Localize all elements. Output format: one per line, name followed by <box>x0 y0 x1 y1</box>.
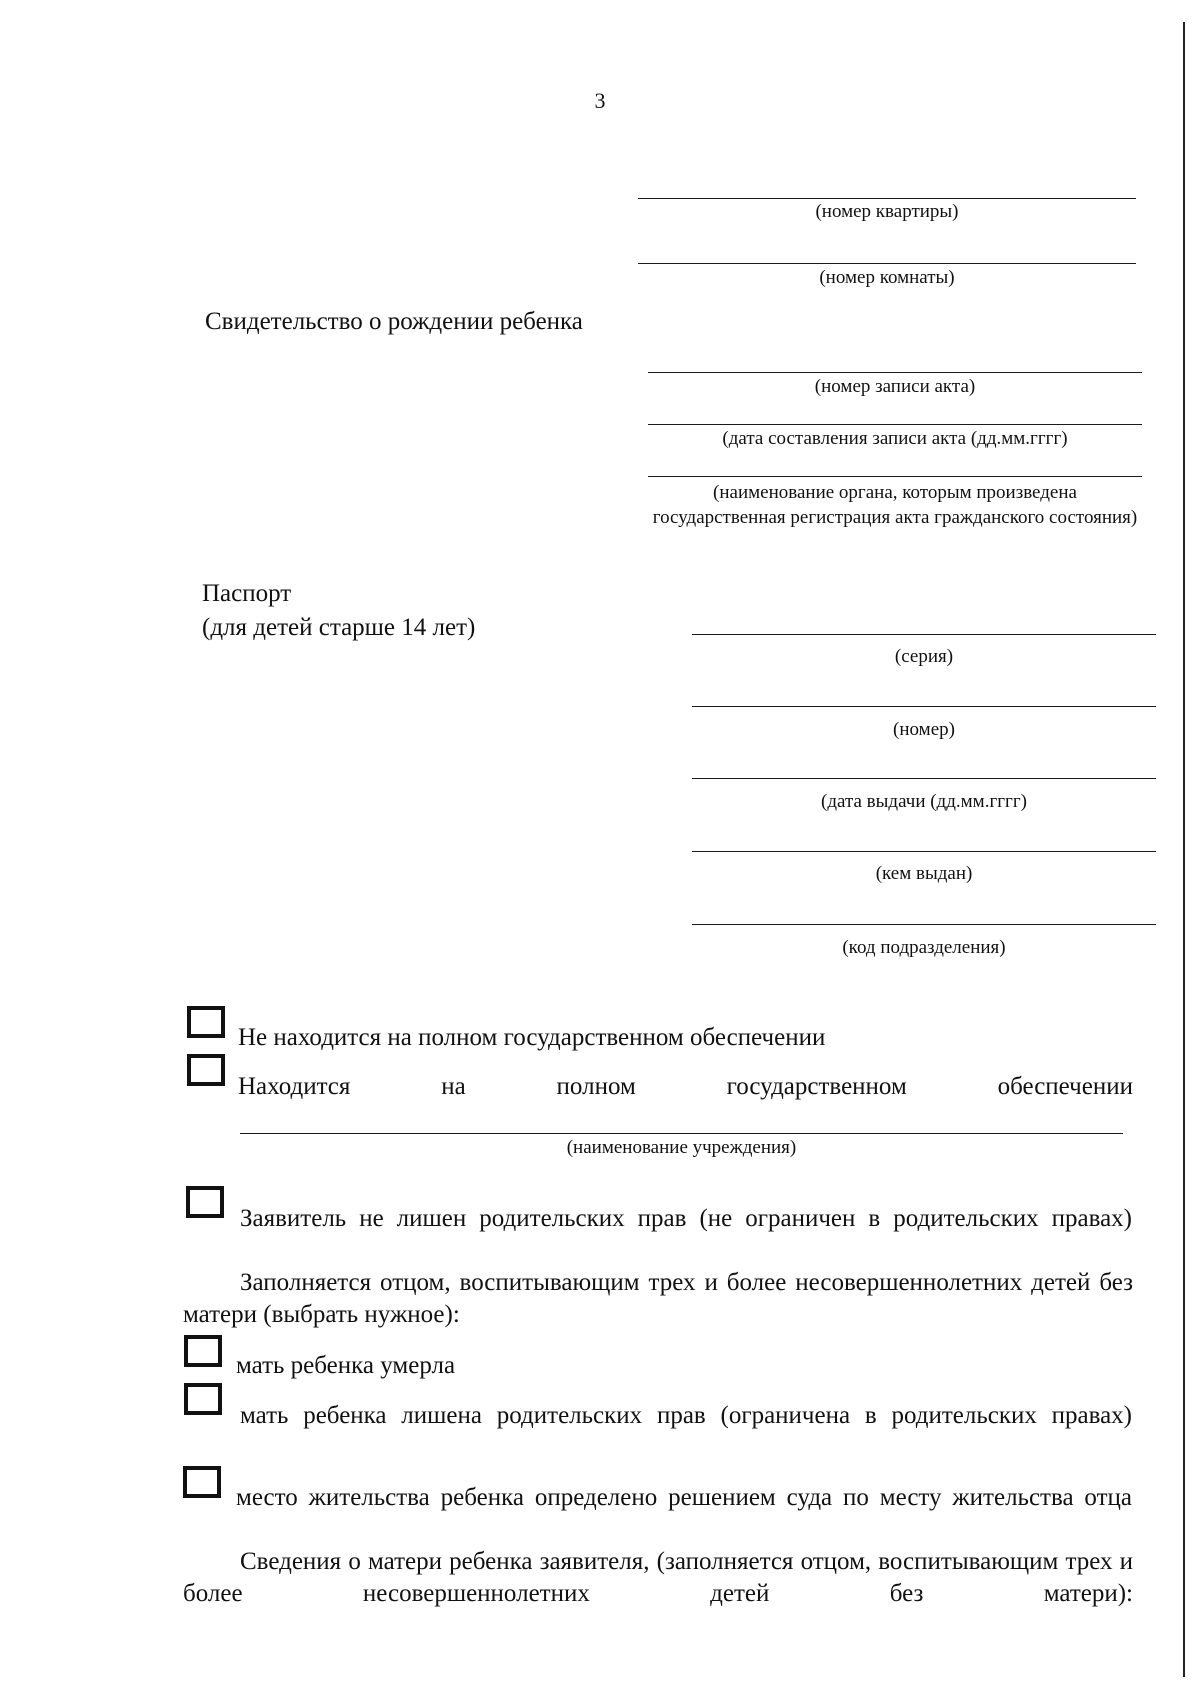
authority-caption: (наименование органа, которым произведена государственная регистрация акта гражданского состояния) <box>652 482 1138 528</box>
court-decision-label: место жительства ребенка определено решением суда по месту жительства отца <box>236 1484 1132 1511</box>
authority-line[interactable] <box>648 476 1142 477</box>
mother-died-label: мать ребенка умерла <box>236 1352 456 1379</box>
passport-division-code-line[interactable] <box>692 924 1156 925</box>
supported-label <box>238 1071 1133 1103</box>
supported-word: государственном <box>726 1073 907 1100</box>
record-number-caption: (номер записи акта) <box>814 376 976 397</box>
not-supported-checkbox[interactable] <box>187 1006 225 1038</box>
room-line[interactable] <box>638 263 1136 264</box>
not-deprived-checkbox[interactable] <box>186 1186 224 1218</box>
mother-info-paragraph: Сведения о матери ребенка заявителя, (заполняется отцом, воспитывающим трех и более несовершеннолетних детей без матери): <box>183 1548 1133 1607</box>
passport-series-line[interactable] <box>692 634 1156 635</box>
passport-issued-by-caption: (кем выдан) <box>875 863 973 884</box>
supported-word: обеспечении <box>997 1073 1133 1100</box>
supported-checkbox[interactable] <box>187 1054 225 1086</box>
apartment-caption: (номер квартиры) <box>815 201 959 222</box>
passport-number-caption: (номер) <box>893 719 955 740</box>
apartment-line[interactable] <box>638 198 1136 199</box>
page-number: 3 <box>594 88 606 113</box>
institution-caption: (наименование учреждения) <box>566 1137 797 1158</box>
record-number-line[interactable] <box>648 372 1142 373</box>
passport-number-line[interactable] <box>692 706 1156 707</box>
court-decision-checkbox[interactable] <box>183 1466 221 1498</box>
passport-series-caption: (серия) <box>894 646 954 667</box>
supported-word: полном <box>556 1073 636 1100</box>
institution-line[interactable] <box>240 1133 1123 1134</box>
father-section-intro: Заполняется отцом, воспитывающим трех и более несовершеннолетних детей без матери (выбрать нужное): <box>183 1269 1133 1328</box>
passport-subtitle: (для детей старше 14 лет) <box>202 614 476 641</box>
passport-title: Паспорт <box>202 580 292 607</box>
not-deprived-label: Заявитель не лишен родительских прав (не ограничен в родительских правах) <box>240 1205 1132 1232</box>
mother-died-checkbox[interactable] <box>184 1335 222 1367</box>
record-date-line[interactable] <box>648 424 1142 425</box>
passport-issue-date-caption: (дата выдачи (дд.мм.гггг) <box>821 791 1027 812</box>
scan-edge-rule <box>1183 22 1185 1677</box>
supported-word: на <box>441 1073 466 1100</box>
passport-division-code-caption: (код подразделения) <box>842 937 1006 958</box>
mother-deprived-label: мать ребенка лишена родительских прав (ограничена в родительских правах) <box>240 1402 1132 1429</box>
passport-issue-date-line[interactable] <box>692 778 1156 779</box>
not-supported-label: Не находится на полном государственном обеспечении <box>238 1024 826 1051</box>
record-date-caption: (дата составления записи акта (дд.мм.гггг) <box>722 428 1068 449</box>
room-caption: (номер комнаты) <box>819 267 955 288</box>
birth-certificate-title: Свидетельство о рождении ребенка <box>205 308 583 335</box>
passport-issued-by-line[interactable] <box>692 851 1156 852</box>
supported-word: Находится <box>238 1073 351 1100</box>
mother-deprived-checkbox[interactable] <box>184 1383 222 1415</box>
